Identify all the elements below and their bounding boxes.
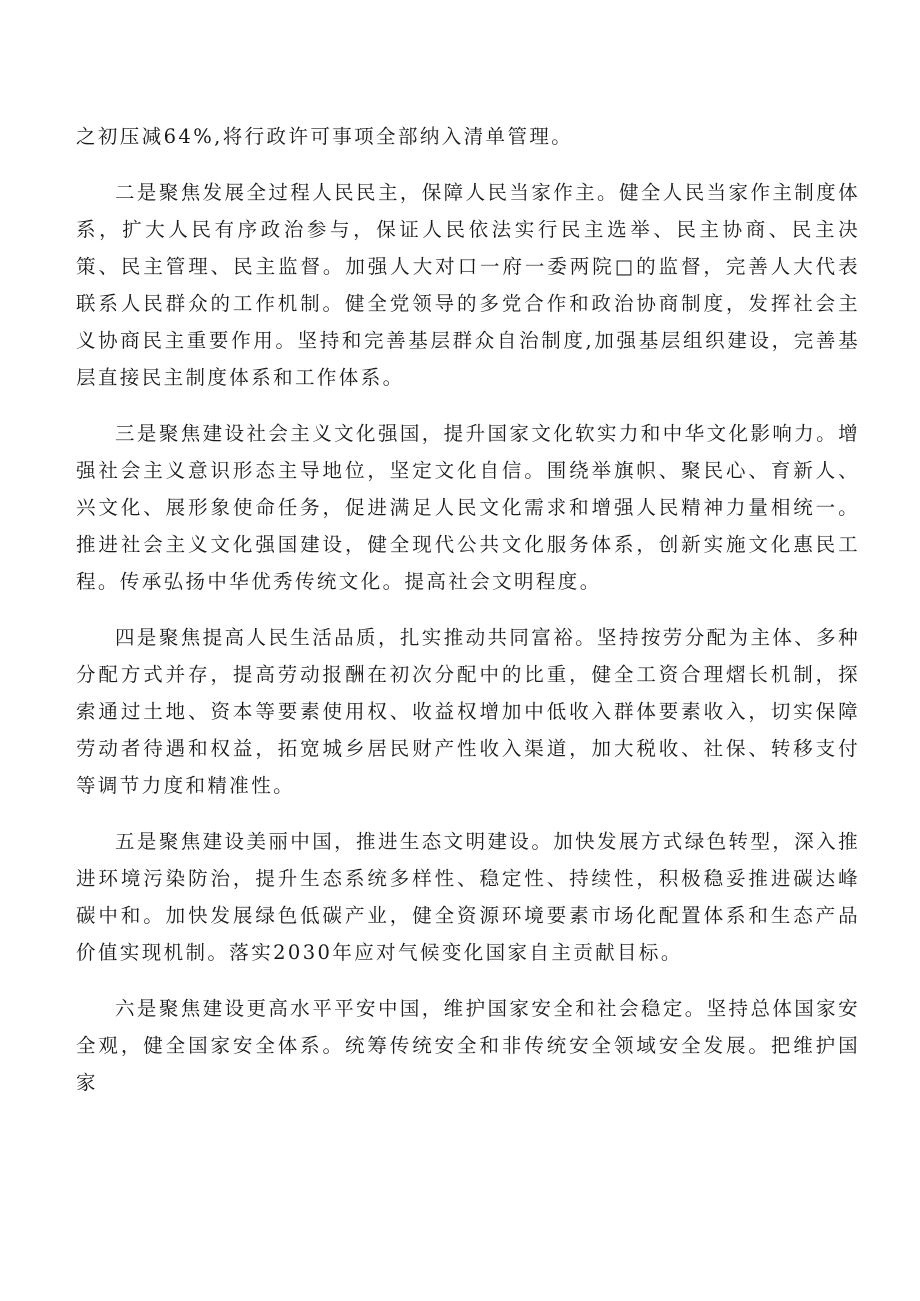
paragraph-security: 六是聚焦建设更高水平平安中国，维护国家安全和社会稳定。坚持总体国家安全观，健全国家安全体系。统筹传统安全和非传统安全领域安全发展。把维护国家: [76, 997, 860, 1094]
paragraph-democracy: 二是聚焦发展全过程人民民主，保障人民当家作主。健全人民当家作主制度体系，扩大人民有序政治参与，保证人民依法实行民主选举、民主协商、民主决策、民主管理、民主监督。加强人大对口一府一委两院□的监督，完善人大代表联系人民群众的工作机制。健全党领导的多党合作和政治协商制度，发挥社会主义协商民主重要作用。坚持和完善基层群众自治制度,加强基层组织建设，完善基层直接民主制度体系和工作体系。: [76, 181, 860, 389]
document-body: [76, 118, 860, 1120]
paragraph-ecology: 五是聚焦建设美丽中国，推进生态文明建设。加快发展方式绿色转型，深入推进环境污染防治，提升生态系统多样性、稳定性、持续性，积极稳妥推进碳达峰碳中和。加快发展绿色低碳产业，健全资源环境要素市场化配置体系和生态产品价值实现机制。落实2030年应对气候变化国家自主贡献目标。: [76, 830, 860, 964]
paragraph-culture: 三是聚焦建设社会主义文化强国，提升国家文化软实力和中华文化影响力。增强社会主义意识形态主导地位，坚定文化自信。围绕举旗帜、聚民心、育新人、兴文化、展形象使命任务，促进满足人民文化需求和增强人民精神力量相统一。推进社会主义文化强国建设，健全现代公共文化服务体系，创新实施文化惠民工程。传承弘扬中华优秀传统文化。提高社会文明程度。: [76, 422, 860, 593]
paragraph-continued: 之初压减64%,将行政许可事项全部纳入清单管理。: [76, 125, 574, 148]
paragraph-livelihood: 四是聚焦提高人民生活品质，扎实推动共同富裕。坚持按劳分配为主体、多种分配方式并存，提高劳动报酬在初次分配中的比重，健全工资合理熠长机制，探索通过土地、资本等要素使用权、收益权增加中低收入群体要素收入，切实保障劳动者待遇和权益，拓宽城乡居民财产性收入渠道，加大税收、社保、转移支付等调节力度和精准性。: [76, 626, 860, 797]
